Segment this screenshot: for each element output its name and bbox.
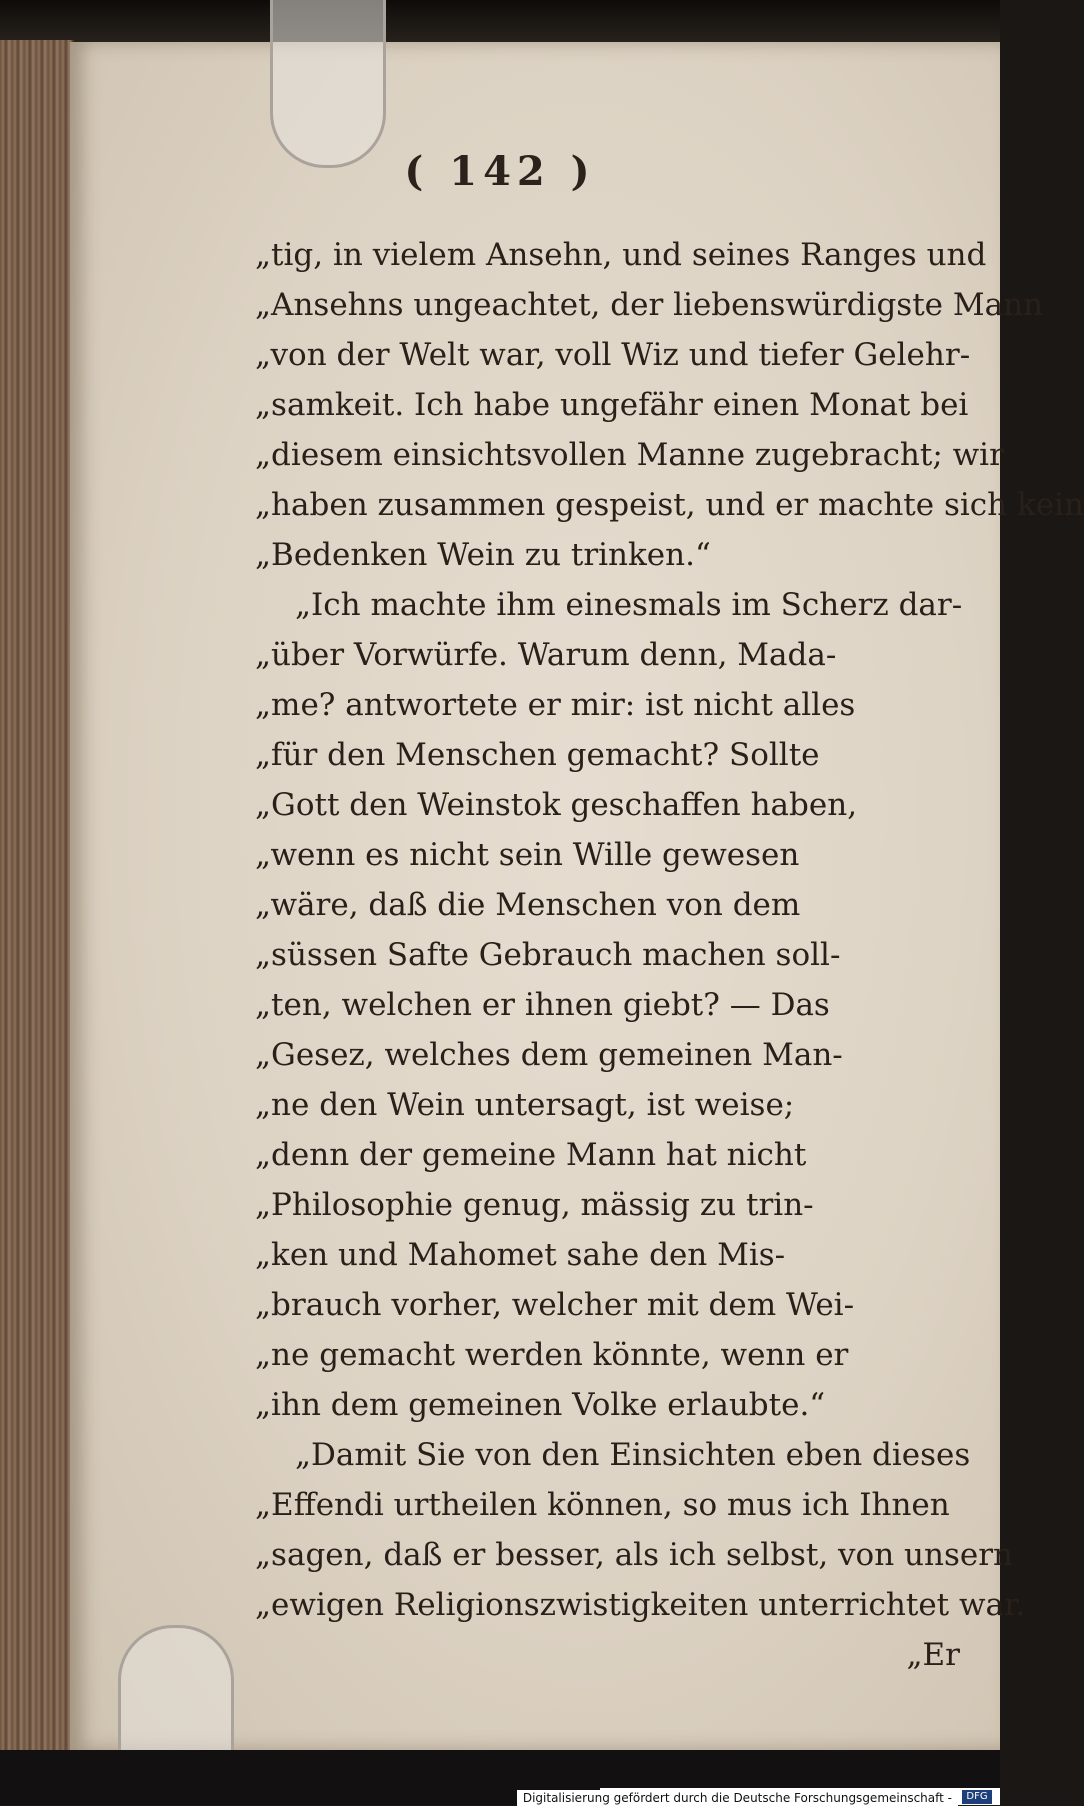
text-line: „tig, in vielem Ansehn, und seines Ranges und: [255, 237, 987, 273]
text-line: „ne gemacht werden könnte, wenn er: [255, 1337, 849, 1373]
text-line: „Bedenken Wein zu trinken.“: [255, 537, 711, 573]
text-line: „wenn es nicht sein Wille gewesen: [255, 837, 800, 873]
text-line: „samkeit. Ich habe ungefähr einen Monat bei: [255, 387, 969, 423]
book-page-edges: [0, 40, 74, 1750]
text-line: „Effendi urtheilen können, so mus ich Ihnen: [255, 1487, 950, 1523]
scan-top-band: [0, 0, 1000, 48]
text-line: „diesem einsichtsvollen Manne zugebracht; wir: [255, 437, 1004, 473]
text-line: „Gesez, welches dem gemeinen Man-: [255, 1037, 843, 1073]
text-line: „me? antwortete er mir: ist nicht alles: [255, 687, 856, 723]
text-line: „von der Welt war, voll Wiz und tiefer Gelehr-: [255, 337, 971, 373]
text-line: „ihn dem gemeinen Volke erlaubte.“: [255, 1387, 826, 1423]
text-line: „denn der gemeine Mann hat nicht: [255, 1137, 807, 1173]
dfg-logo: DFG: [962, 1790, 992, 1804]
text-line: „süssen Safte Gebrauch machen soll-: [255, 937, 841, 973]
text-line: „Philosophie genug, mässig zu trin-: [255, 1187, 814, 1223]
book-clip-top: [270, 0, 386, 168]
digitization-credit: Digitalisierung gefördert durch die Deutsche Forschungsgemeinschaft -: [517, 1790, 958, 1806]
text-line: „sagen, daß er besser, als ich selbst, von unsern: [255, 1537, 1014, 1573]
page-number: ( 142 ): [404, 148, 596, 195]
text-line: „für den Menschen gemacht? Sollte: [255, 737, 820, 773]
text-line: „über Vorwürfe. Warum denn, Mada-: [255, 637, 837, 673]
text-line: „haben zusammen gespeist, und er machte sich kein: [255, 487, 1084, 523]
text-line: „ken und Mahomet sahe den Mis-: [255, 1237, 786, 1273]
text-line: „Damit Sie von den Einsichten eben dieses: [295, 1437, 971, 1473]
text-line: „Gott den Weinstok geschaffen haben,: [255, 787, 858, 823]
text-line: „Ich machte ihm einesmals im Scherz dar-: [295, 587, 963, 623]
text-line: „ewigen Religionszwistigkeiten unterrichtet war.: [255, 1587, 1026, 1623]
text-line: „ten, welchen er ihnen giebt? — Das: [255, 987, 830, 1023]
text-line: „brauch vorher, welcher mit dem Wei-: [255, 1287, 855, 1323]
body-text: [255, 230, 1084, 1680]
text-line: „wäre, daß die Menschen von dem: [255, 887, 801, 923]
text-line: „ne den Wein untersagt, ist weise;: [255, 1087, 795, 1123]
catchword: „Er: [906, 1637, 960, 1673]
text-line: „Ansehns ungeachtet, der liebenswürdigste Mann: [255, 287, 1044, 323]
